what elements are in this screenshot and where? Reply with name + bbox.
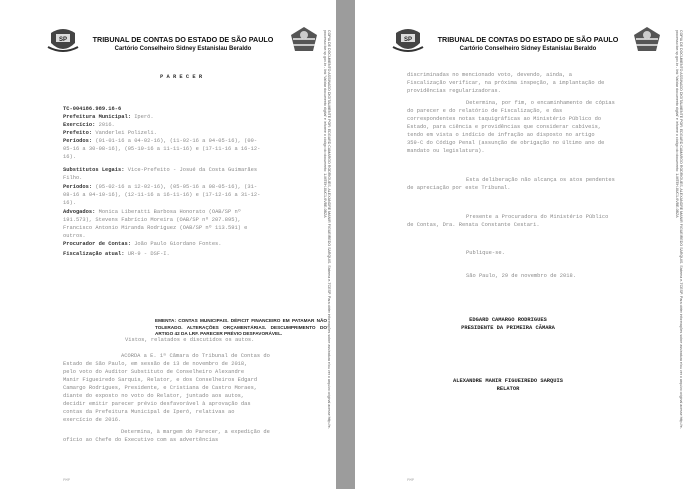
body-line: correspondentes notas taquigráficas ao Ministério Público do [407, 116, 602, 122]
periodos-row: Períodos: (05-02-16 a 12-02-16), (05-05-16 a 08-05-16), (31- [63, 184, 258, 190]
court-subtitle: Cartório Conselheiro Sidney Estanislau Beraldo [459, 46, 597, 52]
court-title: TRIBUNAL DE CONTAS DO ESTADO DE SÃO PAULO [92, 35, 274, 44]
body-line: ofício ao Chefe do Executivo com as advertências [63, 437, 219, 443]
page-header [0, 25, 336, 59]
body-line: contas da Prefeitura Municipal de Iperó, relativas ao [63, 409, 235, 415]
substitutos-row: Substitutos Legais: Vice-Prefeito - Josué da Costa Guimarães [63, 167, 258, 173]
document-page-2 [355, 0, 691, 489]
body-line: discriminadas no mencionado voto, devendo, ainda, a [407, 72, 572, 78]
svg-text:SP: SP [403, 37, 413, 43]
ementa-summary: EMENTA: CONTAS MUNICIPAIS. DÉFICIT FINANCEIRO EM PATAMAR NÃO TOLERADO. ALTERAÇÕES ORÇAMENTÁRIAS. DESCUMPRIMENTO DO ARTIGO 42 DA LRF. PARECER PRÉVIO DESFAVORÁVEL. [155, 318, 327, 336]
body-line: de Contas, Dra. Renata Constante Cestari. [407, 222, 540, 228]
emblem-logo [287, 25, 321, 55]
body-line: Fiscalização verificar, na próxima inspeção, a implantação de [407, 80, 605, 86]
field-row: Exercício: 2016. [63, 122, 115, 128]
body-line: tendo em vista o indício de infração ao disposto no artigo [407, 132, 595, 138]
fiscalizacao-row: Fiscalização atual: UR-9 - DSF-I. [63, 251, 170, 257]
svg-text:SP: SP [58, 37, 68, 43]
signatory-role: PRESIDENTE DA PRIMEIRA CÂMARA [461, 325, 555, 331]
vistos-line: Vistos, relatados e discutidos os autos. [125, 337, 255, 343]
periodos-line: 05-16 a 30-08-16), (05-10-16 a 11-11-16) e (17-11-16 a 16-12- [63, 146, 261, 152]
body-line: pelo voto do Auditor Substituto de Conselheiro Alexandre [63, 369, 245, 375]
body-line: Esta deliberação não alcança os atos pendentes [466, 177, 615, 183]
field-row: Prefeito: Vanderlei Polizeli. [63, 130, 157, 136]
emblem-logo [630, 25, 664, 55]
body-line: 359-C do Código Penal (assunção de obrigação no último ano de [407, 140, 605, 146]
body-line: Determina, à margem do Parecer, a expedição de [121, 429, 270, 435]
body-line: do parecer e do relatório de Fiscalização, e das [407, 108, 563, 114]
procurador-row: Procurador de Contas: João Paulo Giordano Fontes. [63, 241, 222, 247]
periodos-row: Períodos: (01-01-16 a 04-02-16), (11-02-16 a 04-05-16), (09- [63, 138, 258, 144]
court-title: TRIBUNAL DE CONTAS DO ESTADO DE SÃO PAULO [437, 35, 619, 44]
body-line: Presente a Procuradora do Ministério Público [466, 214, 609, 220]
body-line: Estado de São Paulo, em sessão de 13 de novembro de 2018, [63, 361, 248, 367]
margin-signature-note: COPIA DE DOCUMENTO ASSINADO DIGITALMENTE POR: EDGARD CAMARGO RODRIGUES, ALEXANDRE MANIR FIGUEIREDO SARQUIS. Sistema e-TCESP. Para obter informações sobre assinatura e/ou ver o arquivo original acesse http://e-processo.tce.sp.gov.br - link 'Validar documento digital' e informe o código do documento: 1-MTEH-8UC1-6VBE-0BZA [674, 30, 683, 429]
margin-signature-note: COPIA DE DOCUMENTO ASSINADO DIGITALMENTE POR: EDGARD CAMARGO RODRIGUES, ALEXANDRE MANIR FIGUEIREDO SARQUIS. Sistema e-TCESP. Para obter informações sobre assinatura e/ou ver o arquivo original acesse http://e-processo.tce.sp.gov.br - link 'Validar documento digital' e informe o código do documento: 1-MTEH-8UC1-6VBE-0BZA [322, 30, 331, 429]
court-subtitle: Cartório Conselheiro Sidney Estanislau Beraldo [114, 46, 252, 52]
signatory-name: ALEXANDRE MANIR FIGUEIREDO SARQUIS [453, 378, 563, 384]
body-line: decidir emitir parecer prévio desfavorável à aprovação das [63, 401, 251, 407]
periodos-line: 16). [63, 200, 76, 206]
body-line: mandato ou legislatura). [407, 148, 485, 154]
signatory-name: EDGARD CAMARGO RODRIGUES [469, 317, 547, 323]
field-row: Prefeitura Municipal: Iperó. [63, 114, 154, 120]
body-line: Estado, para ciência e providências que considerar cabíveis, [407, 124, 602, 130]
page-footer: PMP [407, 479, 415, 483]
page-footer: PMP [63, 479, 71, 483]
periodos-line: 08-16 a 04-10-16), (12-11-16 a 16-11-16) e (17-12-16 a 31-12- [63, 192, 261, 198]
advogados-row: Advogados: Monica Liberatti Barbosa Honorato (OAB/SP nº [63, 209, 241, 215]
body-line: Manir Figueiredo Sarquis, Relator, e dos Conselheiros Edgard [63, 377, 258, 383]
publique-line: Publique-se. [466, 250, 505, 256]
body-line: ACORDA a E. 1ª Câmara do Tribunal de Contas do [121, 353, 270, 359]
body-line: diante do exposto no voto do Relator, juntado aos autos, [63, 393, 245, 399]
document-heading: P A R E C E R [160, 74, 203, 80]
substitutos-line: Filho. [63, 175, 83, 181]
body-line: Determina, por fim, o encaminhamento de cópias [466, 100, 615, 106]
signatory-role: RELATOR [496, 386, 520, 392]
advogados-line: Francisco Antonio Miranda Rodriguez (OAB/SP nº 113.591) e [63, 225, 248, 231]
process-number: TC-004186.989.16-6 [63, 106, 122, 112]
periodos-line: 16). [63, 154, 76, 160]
body-line: Camargo Rodrigues, Presidente, e Cristiana de Castro Moraes, [63, 385, 258, 391]
advogados-line: 191.573), Stevens Fabrício Moreira (OAB/SP nº 207.895), [63, 217, 241, 223]
page-header [355, 25, 691, 59]
body-line: providências regularizadoras. [407, 88, 501, 94]
body-line: de apreciação por este Tribunal. [407, 185, 511, 191]
date-line: São Paulo, 29 de novembro de 2018. [466, 273, 576, 279]
advogados-line: outros. [63, 233, 86, 239]
body-line: exercício de 2016. [63, 417, 122, 423]
document-page-1 [0, 0, 336, 489]
